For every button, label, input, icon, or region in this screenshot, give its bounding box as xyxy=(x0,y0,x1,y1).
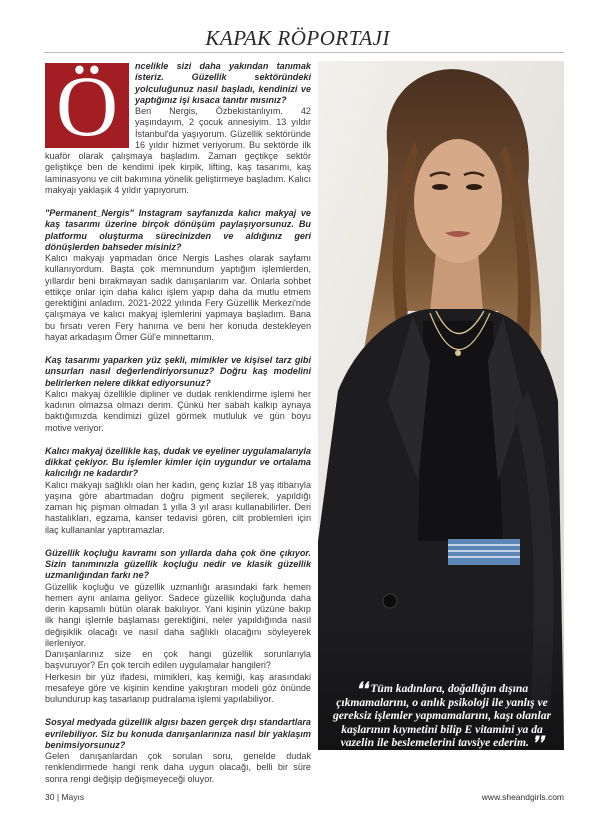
issue-month: Mayıs xyxy=(61,792,85,802)
question-4: Kalıcı makyaj özellikle kaş, dudak ve eyeliner uygulamalarıyla dikkat çekiyor. Bu işlemler kimler için uygundur ve ortalama kalıcılığı ne kadardır? xyxy=(45,445,311,479)
answer-4: Kalıcı makyajı sağlıklı olan her kadın, genç kızlar 18 yaş itibarıyla yaşına göre abartmadan doğru pigment seçilerek, yapıldığı zaman hiç pişman olmadan 1 yılla 3 yıl arası kullanabilirler. Deri hastalıkları, egzama, kanser tedavisi gören, cilt problemleri için ilaç kullananlar yaptıramazlar. xyxy=(45,479,311,535)
question-5: Güzellik koçluğu kavramı son yıllarda daha çok öne çıkıyor. Sizin tanımınızla güzellik koçluğu nedir ve klasik güzellik uzmanlığından farkı ne? xyxy=(45,547,311,581)
footer-separator: | xyxy=(56,792,60,802)
quote-open-icon: ❛❛ xyxy=(355,679,368,699)
intro-answer: Ben Nergis, Özbekistanlıyım. 42 yaşındayım, 2 çocuk annesiyim. 13 yıldır İstanbul'da yaşıyorum. Güzellik sektöründe 16 yıldır hizmet veriyorum. Bu sektörde ilk kuaför olarak çalışmaya başladım. Zaman geçtikçe sektör geliştikçe ben de kendimi ipek kirpik, lifting, kaş tasarımı, kaş laminasyonu ve cilt bakımına yönelik geliştirmeye başladım. Kalıcı makyajı yaklaşık 4 yıldır yapıyorum. xyxy=(45,106,311,195)
page-footer-left xyxy=(45,792,84,802)
answer-5-continued: Herkesin bir yüz ifadesi, mimikleri, kaş kemiği, kaş arasındaki mesafeye göre ve kişinin kendine yakıştıran modeli göz önünde bulundurup kaş tasarlanıp pudralama işlemi yapılabiliyor. xyxy=(45,671,311,704)
answer-2: Kalıcı makyajı yapmadan önce Nergis Lashes olarak sayfamı kullanıyordum. Başta çok memnundum yaptığım işlemlerden, yıllardır beni bırakmayan sadık danışanlarım var. Onlarla sohbet ettikçe onlar için daha kalıcı işlem yapıp daha da mutlu etmem gerektiğini anladım. 2021-2022 yılında Fery Güzellik Merkezi'nde çalışmaya ve kalıcı makyaj işlemlerini yapmaya başladım. Bana bu fırsatı veren Fery hanıma ve beni her konuda destekleyen hayat arkadaşım Ömer Gül'e minnettarım. xyxy=(45,253,311,342)
page-number: 30 xyxy=(45,792,55,802)
pull-quote xyxy=(330,679,554,754)
section-title: KAPAK RÖPORTAJI xyxy=(205,26,390,50)
website-url: www.sheandgirls.com xyxy=(481,792,564,802)
question-6: Sosyal medyada güzellik algısı bazen gerçek dışı standartlara evrilebiliyor. Siz bu konuda danışanlarınıza nasıl bir yaklaşım benimsiyorsunuz? xyxy=(45,717,311,750)
answer-5-question: Danışanlarınız size en çok hangi güzellik sorunlarıyla başvuruyor? En çok tercih edilen uygulamalar hangileri? xyxy=(45,649,311,671)
article-body xyxy=(45,61,311,785)
quote-close-icon: ❜❜ xyxy=(531,733,544,754)
answer-6: Gelen danışanlardan çok sorulan soru, genelde dudak renklendirmede hangi renk daha uygun olacağı, belli bir süre sonra rengi değişip değişmeyeceği oluyor. xyxy=(45,751,311,784)
pull-quote-text: Tüm kadınlara, doğallığın dışına çıkmamalarını, o anlık psikoloji ile yanlış ve gereksiz işlemler yapmamalarını, kaşı olanlar kaşlarının kıymetini bilip E vitamini ya da vazelin ile beslemelerini tavsiye ederim. xyxy=(332,682,552,750)
answer-5: Güzellik koçluğu ve güzellik uzmanlığı arasındaki fark hemen hemen aynı anlama geliyor. Sadece güzellik koçluğunda daha derin kapsamlı bütün olarak bakılıyor. Yani kişinin yüzüne bakıp ilk hangi işlemle başlaması gerektiğini, neler yapıldığında nasıl değişiklik olacağı ve nasıl daha sağlıklı olacağını söyleyerek ilerleniyor. xyxy=(45,581,311,648)
intro-question: ncelikle sizi daha yakından tanımak isteriz. Güzellik sektöründeki yolculuğunuz nasıl başladı, kendinizi ve yaptığınız işi kısaca tanıtır mısınız? xyxy=(135,61,311,105)
drop-cap: Ö xyxy=(45,63,129,148)
drop-cap-spacer xyxy=(45,61,135,149)
answer-3: Kalıcı makyaj özellikle dipliner ve dudak renklendirme işlemi her kadının olmazsa olmazı derim. Çünkü her sabah kalkıp aynaya baktığımızda kendimizi güzel görmek mutluluk ve gün boyu motive veriyor. xyxy=(45,388,311,433)
question-2: "Permanent_Nergis" Instagram sayfanızda kalıcı makyaj ve kaş tasarımı üzerine birçok dönüşüm paylaşıyorsunuz. Bu platformu oluşturma sürecinizden ve aldığınız geri dönüşlerden bahseder misiniz? xyxy=(45,208,311,252)
cover-portrait-photo xyxy=(318,61,564,750)
header-divider xyxy=(44,52,564,53)
question-3: Kaş tasarımı yaparken yüz şekli, mimikler ve kişisel tarz gibi unsurları nasıl değerlendiriyorsunuz? Doğru kaş modelini belirlerken nelere dikkat ediyorsunuz? xyxy=(45,355,311,388)
